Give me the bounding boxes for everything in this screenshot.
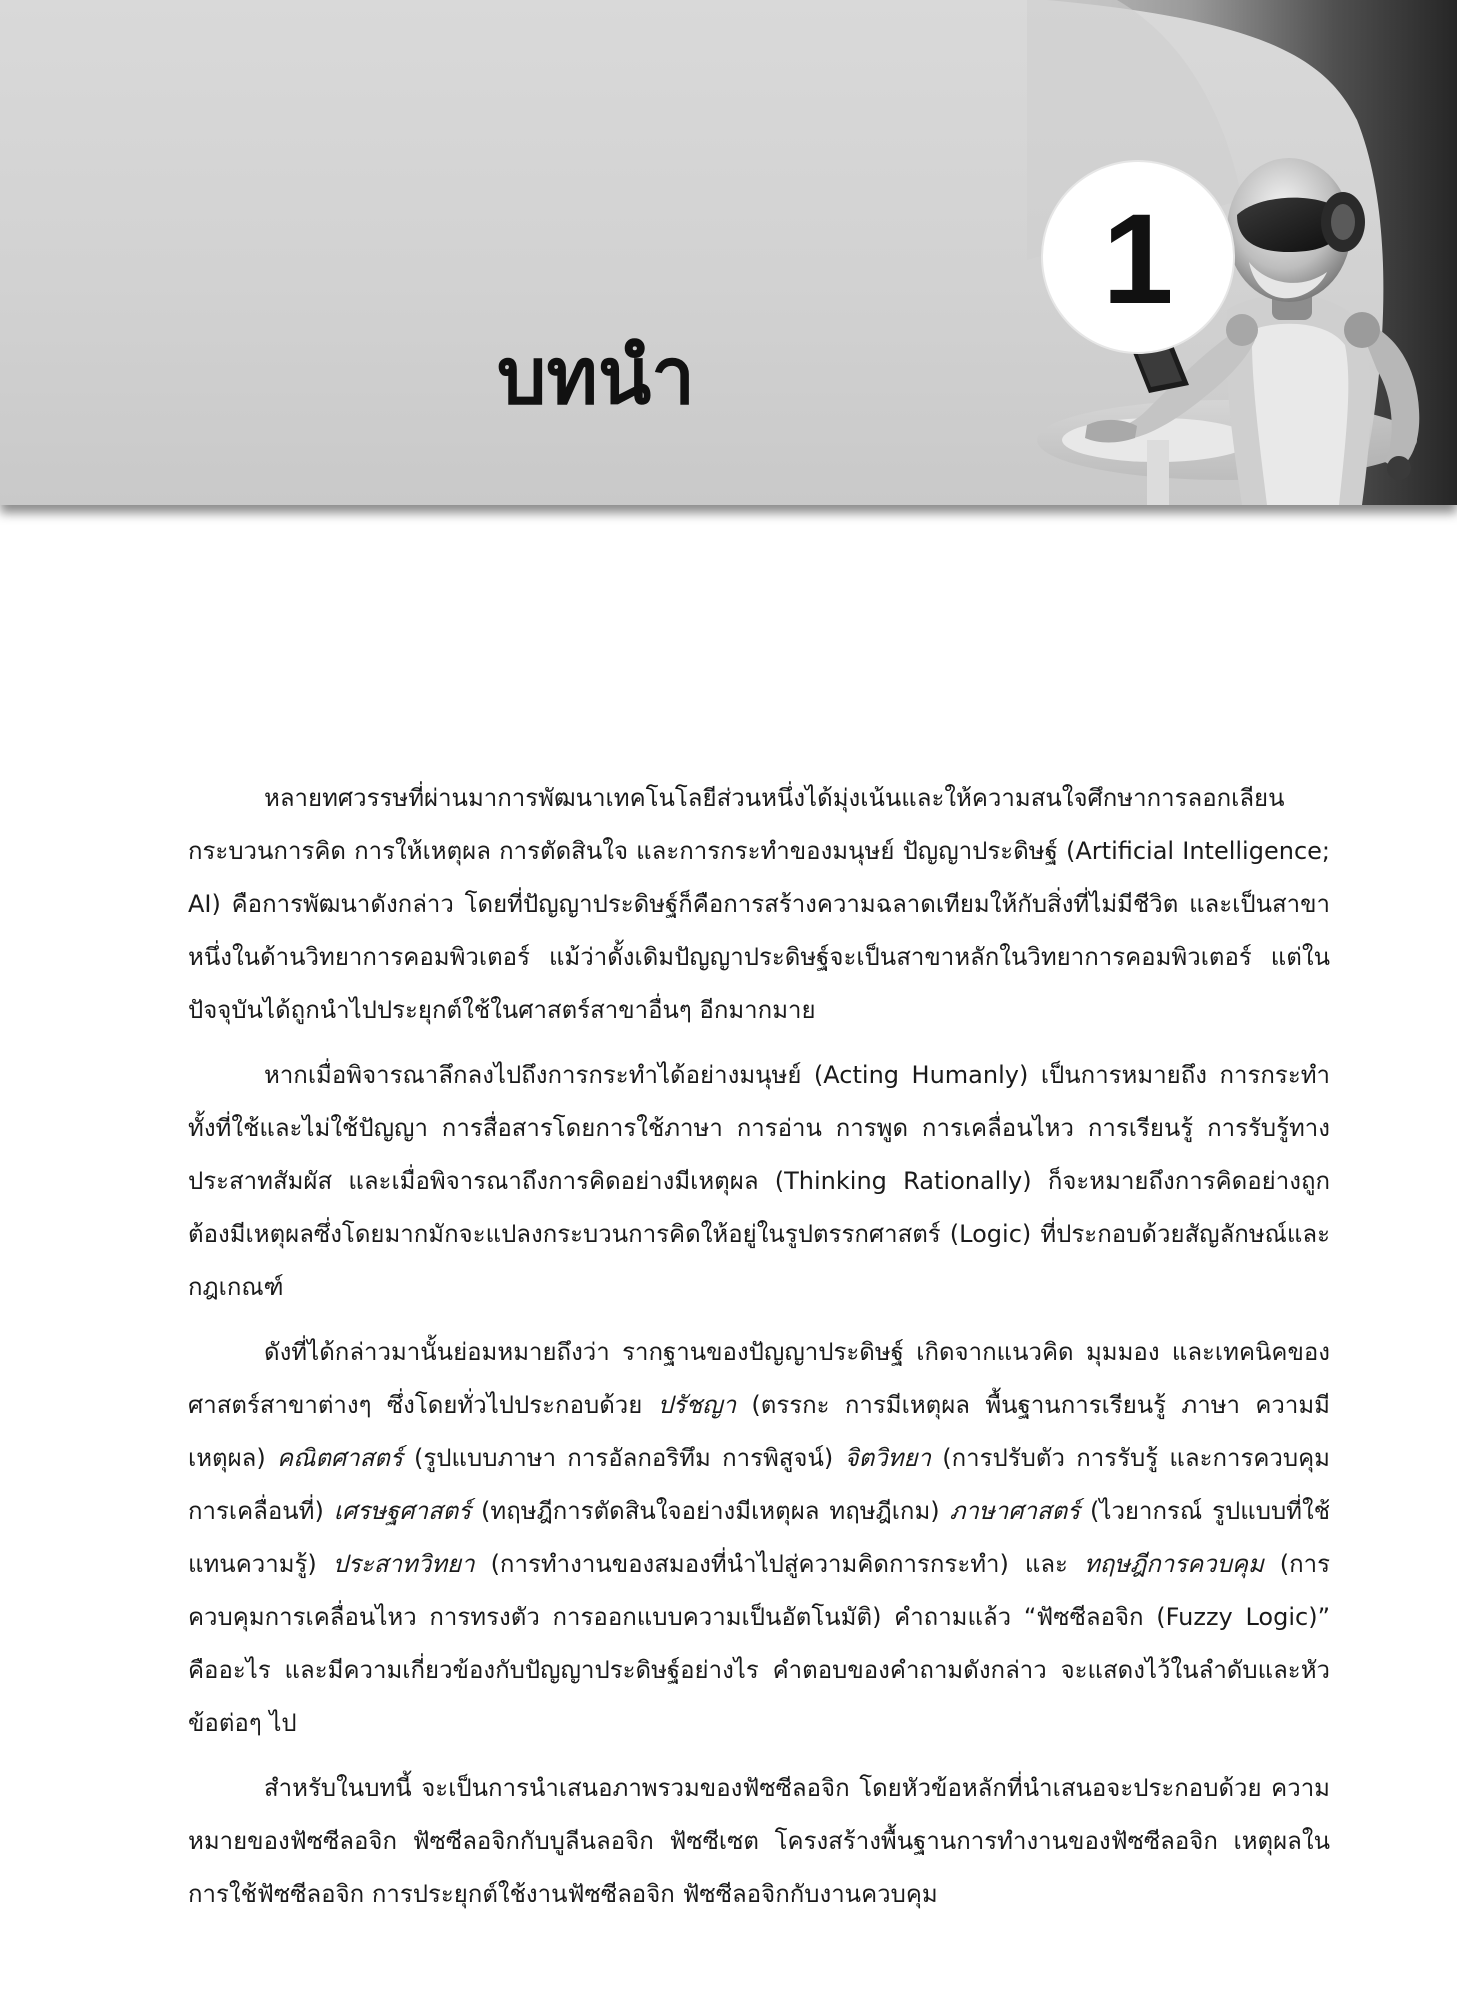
field-psychology: จิตวิทยา	[844, 1444, 932, 1472]
paragraph-3-text: (ไวยากรณ์ รูปแบบที่ใช้แทนความรู้)	[188, 1497, 1331, 1578]
paragraph-3-text: ดังที่ได้กล่าวมานั้นย่อมหมายถึงว่า รากฐานของปัญญาประดิษฐ์ เกิดจากแนวคิด มุมมอง และเทคนิคของศาสตร์สาขาต่างๆ ซึ่งโดยทั่วไปประกอบด้วย	[188, 1338, 1330, 1419]
field-control-theory: ทฤษฎีการควบคุม	[1083, 1550, 1264, 1578]
chapter-body	[188, 772, 1330, 1933]
paragraph-3-text: (ทฤษฎีการตัดสินใจอย่างมีเหตุผล ทฤษฎีเกม)	[471, 1497, 950, 1525]
chapter-title: บทนำ	[497, 332, 696, 422]
paragraph-2: หากเมื่อพิจารณาลึกลงไปถึงการกระทำได้อย่างมนุษย์ (Acting Humanly) เป็นการหมายถึง การกระทำทั้งที่ใช้และไม่ใช้ปัญญา การสื่อสารโดยการใช้ภาษา การอ่าน การพูด การเคลื่อนไหว การเรียนรู้ การรับรู้ทางประสาทสัมผัส และเมื่อพิจารณาถึงการคิดอย่างมีเหตุผล (Thinking Rationally) ก็จะหมายถึงการคิดอย่างถูกต้องมีเหตุผลซึ่งโดยมากมักจะแปลงกระบวนการคิดให้อยู่ในรูปตรรกศาสตร์ (Logic) ที่ประกอบด้วยสัญลักษณ์และกฎเกณฑ์	[188, 1061, 1330, 1301]
paragraph-3-text: (ตรรกะ การมีเหตุผล พื้นฐานการเรียนรู้ ภาษา ความมีเหตุผล)	[188, 1391, 1331, 1472]
paragraph-3-text: (รูปแบบภาษา การอัลกอริทึม การพิสูจน์)	[402, 1444, 845, 1472]
paragraph-4: สำหรับในบทนี้ จะเป็นการนำเสนอภาพรวมของฟัซซีลอจิก โดยหัวข้อหลักที่นำเสนอจะประกอบด้วย ความหมายของฟัซซีลอจิก ฟัซซีลอจิกกับบูลีนลอจิก ฟัซซีเซต โครงสร้างพื้นฐานการทำงานของฟัซซีลอจิก เหตุผลในการใช้ฟัซซีลอจิก การประยุกต์ใช้งานฟัซซีลอจิก ฟัซซีลอจิกกับงานควบคุม	[188, 1774, 1330, 1908]
field-linguistics: ภาษาศาสตร์	[949, 1497, 1081, 1525]
field-neuroscience: ประสาทวิทยา	[332, 1550, 475, 1578]
chapter-number: 1	[1102, 188, 1174, 331]
chapter-number-badge	[1043, 162, 1233, 352]
paragraph-3	[188, 1326, 1330, 1750]
field-philosophy: ปรัชญา	[657, 1391, 737, 1419]
paragraph-3-text: (การปรับตัว การรับรู้ และการควบคุมการเคลื่อนที่)	[188, 1444, 1331, 1525]
paragraph-3-text: (การทำงานของสมองที่นำไปสู่ความคิดการกระทำ) และ	[474, 1550, 1084, 1578]
chapter-header-band	[0, 0, 1457, 505]
field-economics: เศรษฐศาสตร์	[333, 1497, 472, 1525]
field-mathematics: คณิตศาสตร์	[277, 1444, 403, 1472]
paragraph-1: หลายทศวรรษที่ผ่านมาการพัฒนาเทคโนโลยีส่วนหนึ่งได้มุ่งเน้นและให้ความสนใจศึกษาการลอกเลียนกระบวนการคิด การให้เหตุผล การตัดสินใจ และการกระทำของมนุษย์ ปัญญาประดิษฐ์ (Artificial Intelligence; AI) คือการพัฒนาดังกล่าว โดยที่ปัญญาประดิษฐ์ก็คือการสร้างความฉลาดเทียมให้กับสิ่งที่ไม่มีชีวิต และเป็นสาขาหนึ่งในด้านวิทยาการคอมพิวเตอร์ แม้ว่าดั้งเดิมปัญญาประดิษฐ์จะเป็นสาขาหลักในวิทยาการคอมพิวเตอร์ แต่ในปัจจุบันได้ถูกนำไปประยุกต์ใช้ในศาสตร์สาขาอื่นๆ อีกมากมาย	[188, 784, 1330, 1024]
paragraph-3-text: (การควบคุมการเคลื่อนไหว การทรงตัว การออกแบบความเป็นอัตโนมัติ) คำถามแล้ว “ฟัซซีลอจิก (Fuzzy Logic)” คืออะไร และมีความเกี่ยวข้องกับปัญญาประดิษฐ์อย่างไร คำตอบของคำถามดังกล่าว จะแสดงไว้ในลำดับและหัวข้อต่อๆ ไป	[188, 1550, 1331, 1737]
